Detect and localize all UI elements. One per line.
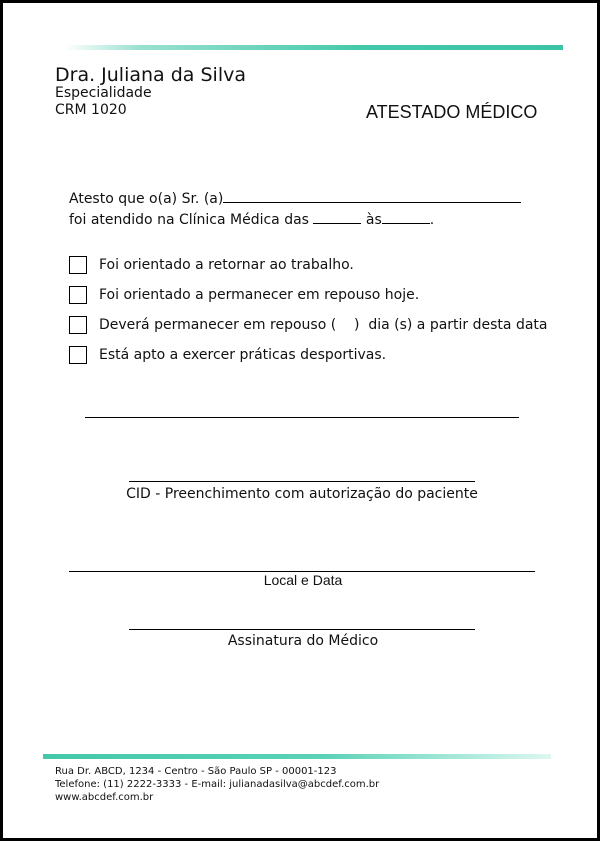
footer-contact: Telefone: (11) 2222-3333 - E-mail: julianadasilva@abcdef.com.br <box>55 779 380 790</box>
checkbox-option-return-work[interactable] <box>69 254 354 276</box>
checkbox-option-rest-days[interactable] <box>69 314 548 336</box>
checkbox[interactable] <box>69 346 87 364</box>
attestation-line-2 <box>69 209 434 228</box>
attestation-prefix: Atesto que o(a) Sr. (a) <box>69 191 224 207</box>
end-time-blank[interactable] <box>382 209 430 224</box>
checkbox[interactable] <box>69 286 87 304</box>
checkbox-label: Foi orientado a retornar ao trabalho. <box>99 257 354 273</box>
start-time-blank[interactable] <box>313 209 361 224</box>
checkbox[interactable] <box>69 256 87 274</box>
signature-caption: Assinatura do Médico <box>227 633 379 649</box>
footer-address: Rua Dr. ABCD, 1234 - Centro - São Paulo SP - 00001-123 <box>55 766 337 777</box>
line-end-period: . <box>429 212 435 228</box>
footer-website: www.abcdef.com.br <box>55 792 154 803</box>
doctor-crm: CRM 1020 <box>55 102 127 118</box>
checkbox-label: Foi orientado a permanecer em repouso hoje. <box>99 287 420 303</box>
attestation-line-1 <box>69 188 521 207</box>
document-title: ATESTADO MÉDICO <box>366 102 538 122</box>
checkbox-option-rest-today[interactable] <box>69 284 419 306</box>
cid-caption: CID - Preenchimento com autorização do paciente <box>126 486 478 502</box>
local-date-caption: Local e Data <box>263 572 343 588</box>
checkbox-label: Deverá permanecer em repouso ( ) dia (s) a partir desta data <box>99 317 548 333</box>
doctor-name: Dra. Juliana da Silva <box>55 64 246 86</box>
doctor-specialty: Especialidade <box>55 85 152 101</box>
checkbox-option-sports[interactable] <box>69 344 386 366</box>
checkbox[interactable] <box>69 316 87 334</box>
time-separator: às <box>365 212 382 228</box>
header-accent-rule <box>65 45 563 50</box>
patient-name-blank[interactable] <box>223 188 521 203</box>
signature-line[interactable] <box>129 629 475 630</box>
checkbox-label: Está apto a exercer práticas desportivas. <box>99 347 387 363</box>
cid-line[interactable] <box>129 481 475 482</box>
notes-line[interactable] <box>85 417 519 418</box>
clinic-text: foi atendido na Clínica Médica das <box>69 212 309 228</box>
footer-accent-rule <box>43 754 551 759</box>
